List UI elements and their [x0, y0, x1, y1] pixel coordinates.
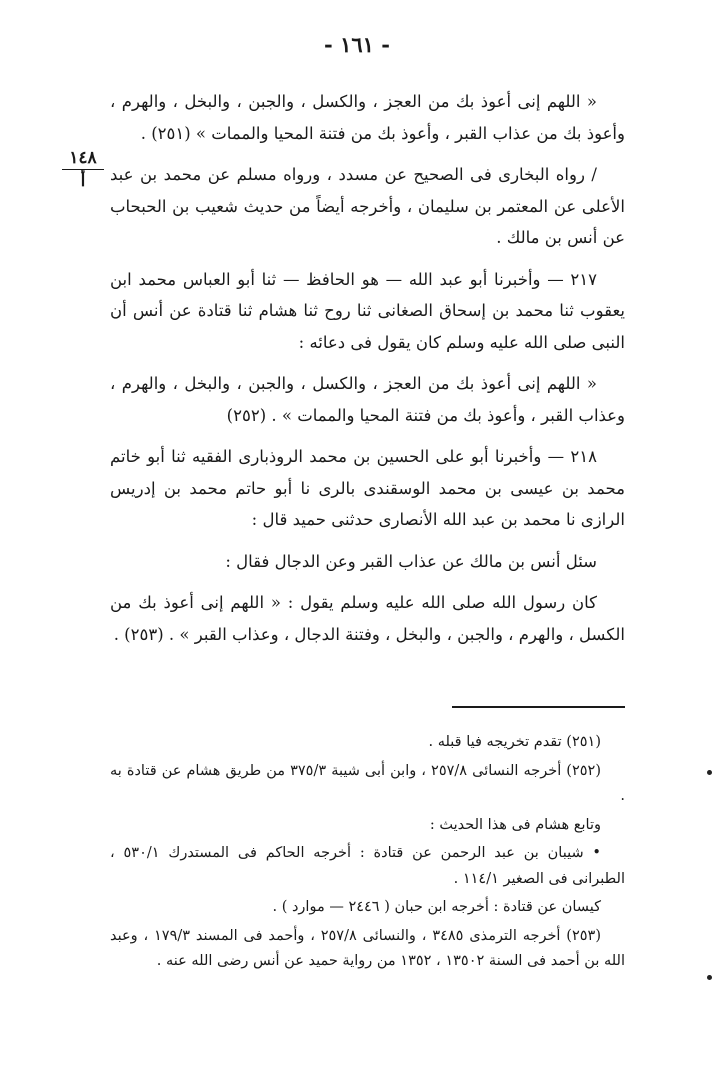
manuscript-folio-reference [62, 148, 104, 191]
main-text [110, 86, 625, 660]
scan-edge-mark [707, 770, 712, 775]
footnote-divider [452, 706, 625, 708]
page-number: - ١٦١ - [324, 32, 390, 57]
scan-edge-mark [707, 975, 712, 980]
folio-rule [62, 169, 104, 170]
hadith-218-question-paragraph: سئل أنس بن مالك عن عذاب القبر وعن الدجال فقال : [225, 551, 597, 571]
folio-number: ١٤٨ [69, 148, 97, 168]
hadith-text-paragraph: « اللهم إنى أعوذ بك من العجز ، والكسل ، والجبن ، والبخل ، والهرم ، وأعوذ بك من عذاب القبر ، وأعوذ بك من فتنة المحيا والممات » (٢٥١) . [110, 92, 625, 143]
footnote-252: (٢٥٢) أخرجه النسائى ٢٥٧/٨ ، وابن أبى شيبة ٣٧٥/٣ من طريق هشام عن قتادة به . [110, 762, 625, 804]
footnote-252-followup-shayban: • شيبان بن عبد الرحمن عن قتادة : أخرجه الحاكم فى المستدرك ٥٣٠/١ ، الطبرانى فى الصغير ١١٤/١ . [110, 845, 625, 887]
footnotes [110, 730, 625, 978]
hadith-217-chain-paragraph: ٢١٧ — وأخبرنا أبو عبد الله — هو الحافظ — ثنا أبو العباس محمد ابن يعقوب ثنا محمد بن إسحاق الصغانى ثنا روح ثنا هشام ثنا قتادة عن أنس أن النبى صلى الله عليه وسلم كان يقول فى دعائه : [110, 269, 625, 352]
footnote-252-followup-kaysan: كيسان عن قتادة : أخرجه ابن حبان ( ٢٤٤٦ — موارد ) . [272, 899, 601, 915]
hadith-218-chain-paragraph: ٢١٨ — وأخبرنا أبو على الحسين بن محمد الروذبارى الفقيه ثنا أبو خاتم محمد بن عيسى بن محمد الوسقندى بالرى نا أبو حاتم محمد بن إدريس الرازى نا محمد بن عبد الله الأنصارى حدثنى حميد قال : [110, 447, 625, 529]
footnote-253: (٢٥٣) أخرجه الترمذى ٣٤٨٥ ، والنسائى ٢٥٧/٨ ، وأحمد فى المسند ١٧٩/٣ ، وعبد الله بن أحمد فى السنة ١٣٥٠٢ ، ١٣٥٢ من رواية حميد عن أنس رضى الله عنه . [110, 927, 625, 969]
narration-commentary-paragraph: / رواه البخارى فى الصحيح عن مسدد ، ورواه مسلم عن محمد بن عبد الأعلى عن المعتمر بن سليمان ، وأخرجه أيضاً من حديث شعيب بن الحبحاب عن أنس بن مالك . [110, 165, 625, 247]
footnote-252-followup-heading: وتابع هشام فى هذا الحديث : [429, 816, 601, 833]
footnote-251: (٢٥١) تقدم تخريجه فيا قبله . [428, 734, 601, 750]
hadith-218-text-paragraph: كان رسول الله صلى الله عليه وسلم يقول : « اللهم إنى أعوذ بك من الكسل ، والهرم ، والجبن ، والبخل ، وفتنة الدجال ، وعذاب القبر » . (٢٥٣) . [110, 593, 625, 644]
hadith-217-text-paragraph: « اللهم إنى أعوذ بك من العجز ، والكسل ، والجبن ، والبخل ، والهرم ، وعذاب القبر ، وأعوذ بك من فتنة المحيا والممات » . (٢٥٢) [110, 374, 625, 425]
folio-side: أ [80, 171, 86, 191]
